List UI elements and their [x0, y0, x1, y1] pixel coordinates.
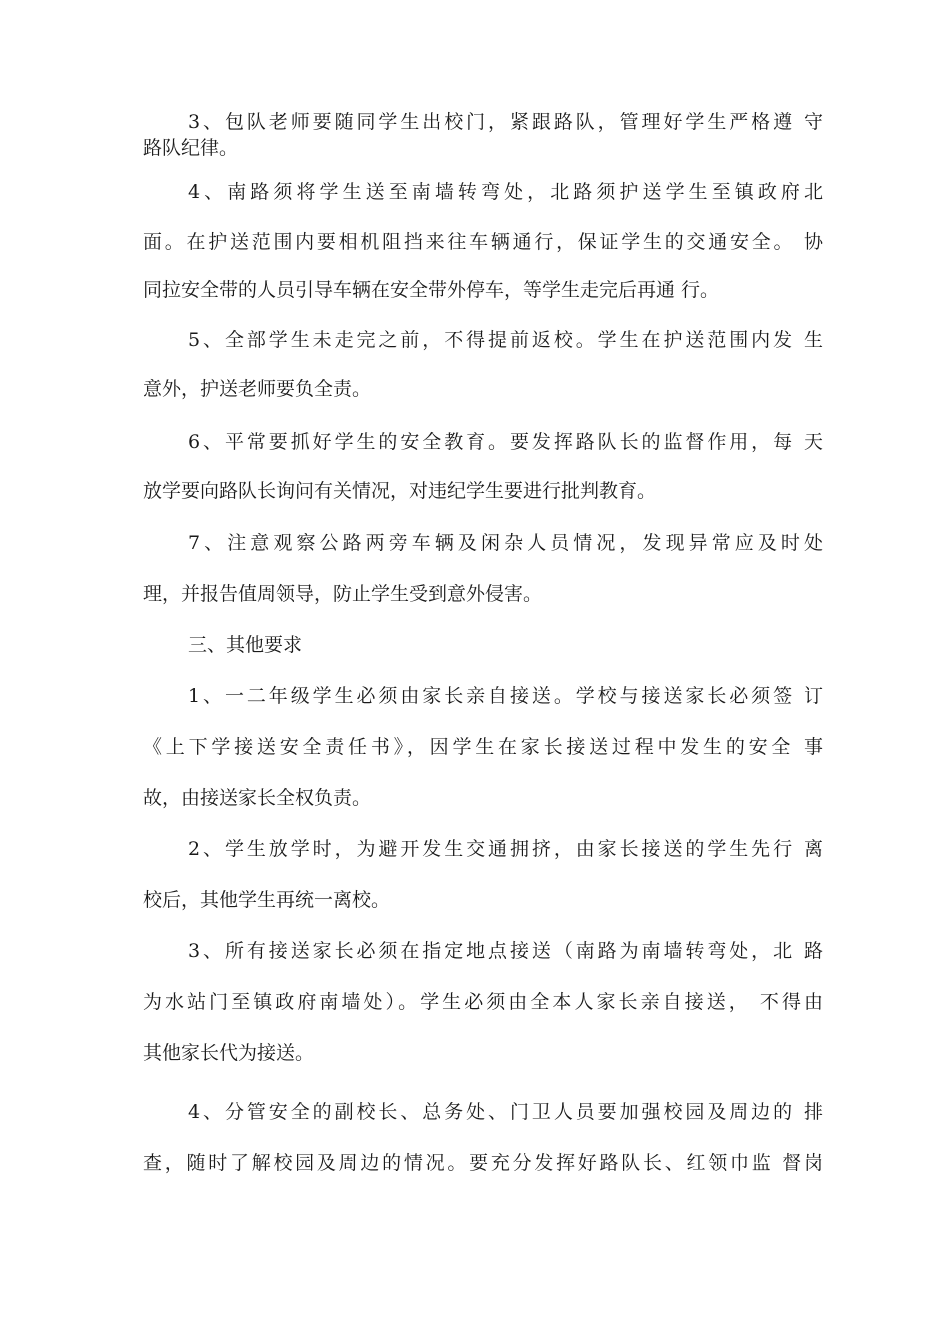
text-line: 放学要向路队长询问有关情况，对违纪学生要进行批判教育。	[143, 480, 657, 502]
text-line: 为水站门至镇政府南墙处）。学生必须由全本人家长亲自接送， 不得由	[143, 991, 823, 1013]
text-line: 5、全部学生未走完之前，不得提前返校。学生在护送范围内发 生	[188, 329, 823, 351]
text-line: 校后，其他学生再统一离校。	[143, 889, 391, 911]
text-line: 其他家长代为接送。	[143, 1042, 315, 1064]
section-heading: 三、其他要求	[188, 634, 303, 656]
text-line: 4、分管安全的副校长、总务处、门卫人员要加强校园及周边的 排	[188, 1101, 823, 1123]
text-line: 2、学生放学时，为避开发生交通拥挤，由家长接送的学生先行 离	[188, 838, 823, 860]
text-line: 面。在护送范围内要相机阻挡来往车辆通行，保证学生的交通安全。 协	[143, 231, 823, 253]
text-line: 1、一二年级学生必须由家长亲自接送。学校与接送家长必须签 订	[188, 685, 823, 707]
text-line: 查，随时了解校园及周边的情况。要充分发挥好路队长、红领巾监 督岗	[143, 1152, 823, 1174]
text-line: 意外，护送老师要负全责。	[143, 378, 372, 400]
text-line: 《上下学接送安全责任书》，因学生在家长接送过程中发生的安全 事	[143, 736, 823, 758]
text-line: 同拉安全带的人员引导车辆在安全带外停车，等学生走完后再通 行。	[143, 279, 720, 301]
text-line: 7、注意观察公路两旁车辆及闲杂人员情况，发现异常应及时处	[188, 532, 823, 554]
text-line: 3、包队老师要随同学生出校门，紧跟路队，管理好学生严格遵 守	[188, 111, 823, 133]
text-line: 4、南路须将学生送至南墙转弯处，北路须护送学生至镇政府北	[188, 181, 823, 203]
text-line: 故，由接送家长全权负责。	[143, 787, 372, 809]
text-line: 3、所有接送家长必须在指定地点接送（南路为南墙转弯处，北 路	[188, 940, 823, 962]
text-line: 6、平常要抓好学生的安全教育。要发挥路队长的监督作用，每 天	[188, 431, 823, 453]
text-line: 路队纪律。	[143, 137, 239, 159]
text-line: 理，并报告值周领导，防止学生受到意外侵害。	[143, 583, 543, 605]
